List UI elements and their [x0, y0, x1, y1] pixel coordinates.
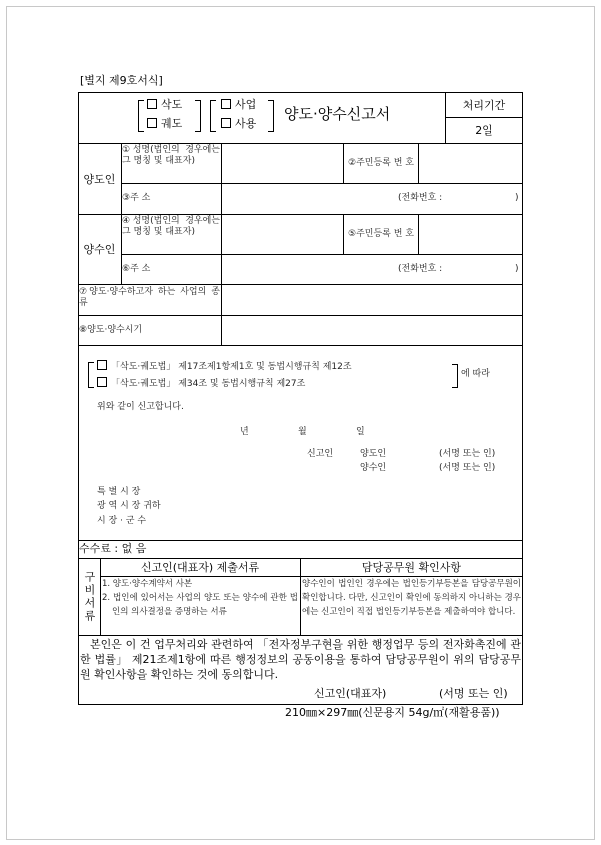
fee-text: 수수료 : 없 음: [79, 542, 147, 555]
transferor-name-input[interactable]: [223, 146, 345, 182]
day-label: 일: [356, 427, 365, 437]
transferor-label: 양도인: [83, 172, 116, 186]
documents-label: 구비서류: [83, 570, 96, 623]
addressee-1: 특 별 시 장: [97, 487, 141, 497]
officer-check-header: 담당공무원 확인사항: [361, 561, 462, 574]
paper-spec: 210㎜×297㎜(신문용지 54g/㎡(재활용품)): [285, 706, 500, 719]
transferee-address-input[interactable]: [223, 257, 397, 284]
doc-item: 1. 양도·양수계약서 사본: [102, 579, 193, 589]
transferor-name-label: ①성명(법인의 경우에는 그 명칭 및 대표자): [122, 145, 220, 166]
transferor-id-label: ②주민등록 번 호: [348, 157, 414, 168]
doc-item: 2. 법인에 있어서는 사업의 양도 또는 양수에 관한 법인의 의사결정을 증명하는 서류: [102, 593, 298, 617]
form-number: [별지 제9호서식]: [80, 74, 163, 87]
sign-hint: (서명 또는 인): [439, 449, 496, 459]
sign-transferor-label: 양도인: [360, 449, 387, 459]
checkbox-cableway[interactable]: 삭도: [147, 99, 182, 111]
transferee-id-label: ⑤주민등록 번 호: [348, 228, 414, 239]
declare-text: 위와 같이 신고합니다.: [97, 402, 184, 412]
sign-transferee-label: 양수인: [360, 463, 387, 473]
checkbox-business[interactable]: 사업: [221, 99, 256, 111]
transferee-name-label: ④성명(법인의 경우에는 그 명칭 및 대표자): [122, 216, 220, 237]
addressee-3: 시 장 · 군 수: [97, 516, 147, 526]
business-type-label: ⑦양도·양수하고자 하는 사업의 종류: [79, 287, 220, 308]
law-option-2[interactable]: 「삭도·궤도법」 제34조 및 동법시행규칙 제27조: [97, 377, 305, 390]
transferor-address-input[interactable]: [223, 186, 397, 214]
paren: ): [515, 264, 519, 274]
form-title: 양도·양수신고서: [284, 105, 391, 123]
transferor-address-label: ③주 소: [122, 193, 151, 203]
consent-signer: 신고인(대표자): [314, 687, 387, 700]
transferee-name-input[interactable]: [223, 217, 345, 253]
according-text: 에 따라: [461, 369, 490, 379]
submit-docs-list: [102, 577, 298, 619]
month-label: 월: [298, 427, 307, 437]
transferee-phone-label: (전화번호 :: [398, 264, 443, 274]
processing-label: 처리기간: [462, 98, 506, 112]
processing-value: 2일: [475, 124, 493, 137]
transfer-date-input[interactable]: [223, 318, 524, 345]
transferee-id-input[interactable]: [420, 217, 524, 253]
reporter-label: 신고인: [307, 449, 334, 459]
transferee-label: 양수인: [83, 243, 116, 256]
law-option-1[interactable]: 「삭도·궤도법」 제17조제1항제1호 및 동법시행규칙 제12조: [97, 360, 352, 373]
checkbox-use[interactable]: 사용: [221, 118, 256, 130]
year-label: 년: [240, 427, 249, 437]
consent-sign-hint: (서명 또는 인): [439, 687, 508, 700]
paren: ): [515, 193, 519, 203]
submit-docs-header: 신고인(대표자) 제출서류: [140, 561, 260, 574]
transferor-id-input[interactable]: [420, 146, 524, 182]
officer-check-text: 양수인이 법인인 경우에는 법인등기부등본을 담당공무원이 확인합니다. 다만, 신고인이 확인에 동의하지 아니하는 경우에는 신고인이 직접 법인등기부등본을 제출하여야 합니다.: [302, 579, 521, 617]
consent-text: 본인은 이 건 업무처리와 관련하여 「전자정부구현을 위한 행정업무 등의 전자화촉진에 관한 법률」 제21조제1항에 따른 행정정보의 공동이용을 통하여 담당공무원이 위의 담당공무원 확인사항을 확인하는 것에 동의합니다.: [80, 638, 521, 681]
transfer-date-label: ⑧양도·양수시기: [79, 325, 143, 335]
transferee-address-label: ⑥주 소: [122, 264, 151, 274]
sign-hint: (서명 또는 인): [439, 463, 496, 473]
addressee-2: 광 역 시 장 귀하: [97, 501, 161, 511]
transferor-phone-label: (전화번호 :: [398, 193, 443, 203]
checkbox-track[interactable]: 궤도: [147, 118, 182, 130]
business-type-input[interactable]: [223, 287, 524, 315]
